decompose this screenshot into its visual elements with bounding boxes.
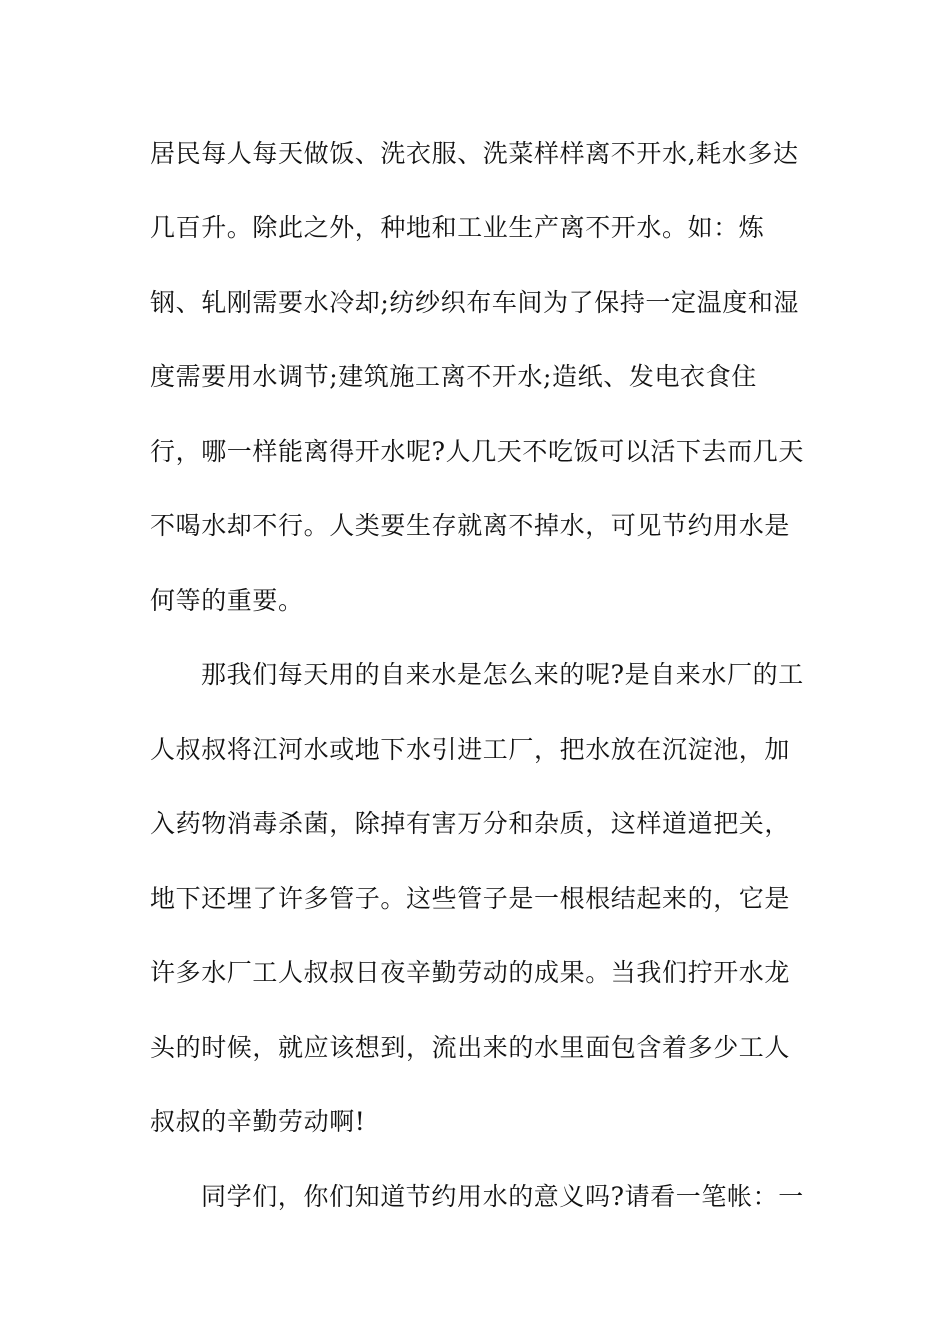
text-line: 几百升。除此之外，种地和工业生产离不开水。如：炼 xyxy=(150,213,765,242)
text-line: 度需要用水调节;建筑施工离不开水;造纸、发电衣食住 xyxy=(150,362,757,391)
text-line: 许多水厂工人叔叔日夜辛勤劳动的成果。当我们拧开水龙 xyxy=(150,958,791,987)
text-line: 行，哪一样能离得开水呢?人几天不吃饭可以活下去而几天 xyxy=(150,437,805,466)
text-line: 入药物消毒杀菌，除掉有害万分和杂质，这样道道把关， xyxy=(150,809,791,838)
text-line: 头的时候，就应该想到，流出来的水里面包含着多少工人 xyxy=(150,1033,791,1062)
text-line: 地下还埋了许多管子。这些管子是一根根结起来的，它是 xyxy=(150,884,791,913)
text-line: 何等的重要。 xyxy=(150,586,304,615)
text-line: 居民每人每天做饭、洗衣服、洗菜样样离不开水,耗水多达 xyxy=(150,139,799,168)
text-line: 叔叔的辛勤劳动啊! xyxy=(150,1107,366,1136)
text-line: 同学们，你们知道节约用水的意义吗?请看一笔帐：一 xyxy=(201,1182,804,1211)
text-line: 不喝水却不行。人类要生存就离不掉水，可见节约用水是 xyxy=(150,511,791,540)
text-line: 人叔叔将江河水或地下水引进工厂，把水放在沉淀池，加 xyxy=(150,735,791,764)
text-line: 那我们每天用的自来水是怎么来的呢?是自来水厂的工 xyxy=(201,660,804,689)
text-line: 钢、轧刚需要水冷却;纺纱织布车间为了保持一定温度和湿 xyxy=(150,288,800,317)
